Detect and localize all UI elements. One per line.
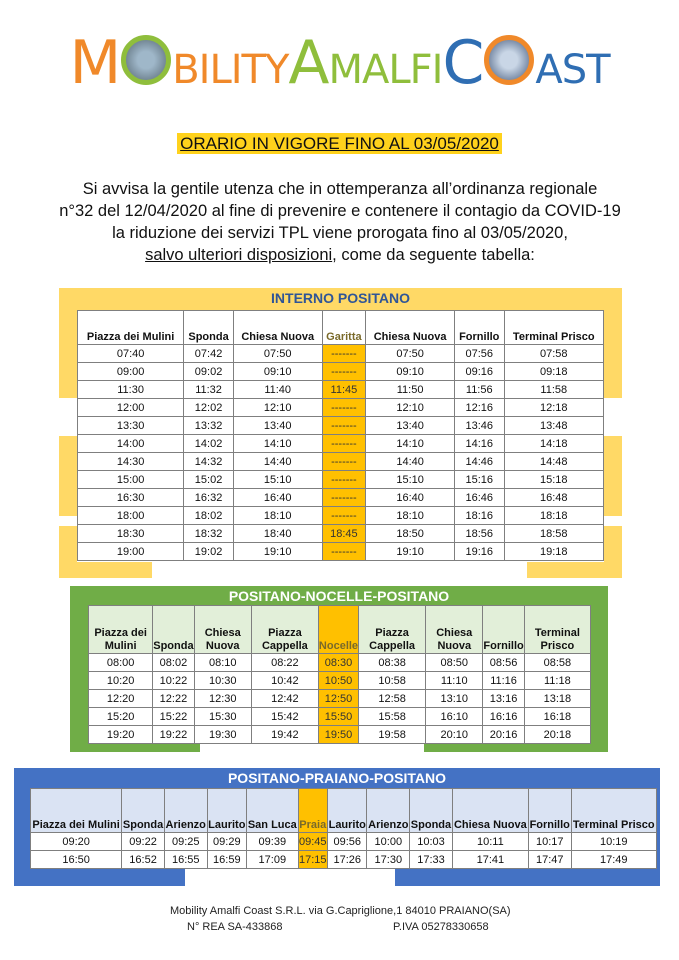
time-cell: ------- (322, 453, 366, 471)
time-cell: 17:49 (571, 851, 656, 869)
time-cell: 16:40 (233, 489, 322, 507)
time-cell: 10:42 (251, 672, 318, 690)
header-row (89, 606, 591, 654)
time-cell: 12:10 (366, 399, 455, 417)
time-cell: 11:50 (366, 381, 455, 399)
time-cell: 12:20 (89, 690, 153, 708)
table-row (89, 672, 591, 690)
company-logo (0, 28, 679, 98)
column-header: Sponda (122, 789, 165, 833)
table-row (78, 489, 604, 507)
time-cell: 10:17 (528, 833, 571, 851)
column-header: Nocelle (318, 606, 358, 654)
logo-text: AST (535, 47, 610, 93)
column-header: Fornillo (454, 311, 504, 345)
time-cell: 19:10 (366, 543, 455, 561)
footer-piva: P.IVA 05278330658 (393, 921, 489, 933)
time-cell: 14:10 (366, 435, 455, 453)
time-cell: 18:02 (184, 507, 234, 525)
time-cell: 15:30 (194, 708, 251, 726)
time-cell: 07:50 (233, 345, 322, 363)
time-cell: 16:55 (164, 851, 207, 869)
time-cell: 19:22 (153, 726, 194, 744)
time-cell: 12:50 (318, 690, 358, 708)
table-row (78, 399, 604, 417)
column-header: Sponda (410, 789, 453, 833)
footer-company: Mobility Amalfi Coast S.R.L. via G.Capriglione,1 84010 PRAIANO(SA) (170, 905, 511, 917)
time-cell: 18:10 (366, 507, 455, 525)
column-header: Fornillo (528, 789, 571, 833)
table-row (78, 525, 604, 543)
table-row (31, 833, 657, 851)
time-cell: ------- (322, 417, 366, 435)
time-cell: 15:50 (318, 708, 358, 726)
time-cell: 16:46 (454, 489, 504, 507)
table-row (89, 708, 591, 726)
time-cell: 09:20 (31, 833, 122, 851)
time-cell: 14:30 (78, 453, 184, 471)
column-header: Praia (298, 789, 327, 833)
column-header: Arienzo (367, 789, 410, 833)
time-cell: 07:42 (184, 345, 234, 363)
time-cell: 13:18 (524, 690, 590, 708)
time-cell: ------- (322, 399, 366, 417)
logo-photo-icon (121, 35, 171, 85)
time-cell: 13:40 (233, 417, 322, 435)
column-header: Piazza dei Mulini (78, 311, 184, 345)
logo-letter: M (69, 28, 121, 98)
time-cell: 19:02 (184, 543, 234, 561)
time-cell: 09:16 (454, 363, 504, 381)
time-cell: 12:18 (504, 399, 603, 417)
time-cell: 10:50 (318, 672, 358, 690)
header-row (78, 311, 604, 345)
notice-text: Si avvisa la gentile utenza che in ottemperanza all’ordinanza regionale n°32 del 12/04/2020 al fine di prevenire e contenere il contagio da COVID-19 la riduzione dei servizi TPL viene prorogata fino al 03/05/2020, salvo ulteriori disposizioni, come da seguente tabella: (59, 180, 621, 264)
time-cell: 16:59 (207, 851, 247, 869)
time-cell: 15:22 (153, 708, 194, 726)
table-row (89, 690, 591, 708)
time-cell: 09:02 (184, 363, 234, 381)
time-cell: 12:10 (233, 399, 322, 417)
time-cell: 16:50 (31, 851, 122, 869)
time-cell: 09:25 (164, 833, 207, 851)
time-cell: 10:00 (367, 833, 410, 851)
time-cell: 13:40 (366, 417, 455, 435)
time-cell: 07:40 (78, 345, 184, 363)
time-cell: 17:47 (528, 851, 571, 869)
time-cell: 10:19 (571, 833, 656, 851)
column-header: Terminal Prisco (571, 789, 656, 833)
time-cell: 18:30 (78, 525, 184, 543)
table-row (31, 851, 657, 869)
time-cell: 11:45 (322, 381, 366, 399)
table-row (78, 543, 604, 561)
logo-text: MALFI (328, 47, 443, 93)
time-cell: 17:33 (410, 851, 453, 869)
time-cell: 14:46 (454, 453, 504, 471)
column-header: Garitta (322, 311, 366, 345)
time-cell: 19:00 (78, 543, 184, 561)
time-cell: 18:45 (322, 525, 366, 543)
time-cell: 13:46 (454, 417, 504, 435)
time-cell: 13:30 (78, 417, 184, 435)
time-cell: 14:02 (184, 435, 234, 453)
time-cell: 07:56 (454, 345, 504, 363)
time-cell: 09:29 (207, 833, 247, 851)
time-cell: 17:26 (327, 851, 367, 869)
time-cell: ------- (322, 471, 366, 489)
time-cell: 08:00 (89, 654, 153, 672)
time-cell: 18:58 (504, 525, 603, 543)
time-cell: 09:00 (78, 363, 184, 381)
time-cell: 14:10 (233, 435, 322, 453)
time-cell: 14:18 (504, 435, 603, 453)
time-cell: 16:40 (366, 489, 455, 507)
time-cell: 08:22 (251, 654, 318, 672)
time-cell: 17:41 (452, 851, 528, 869)
time-cell: 15:20 (89, 708, 153, 726)
time-cell: 15:16 (454, 471, 504, 489)
time-cell: 19:20 (89, 726, 153, 744)
table-row (78, 417, 604, 435)
time-cell: 09:10 (233, 363, 322, 381)
table-row (78, 507, 604, 525)
time-cell: 10:58 (359, 672, 426, 690)
time-cell: 13:16 (483, 690, 524, 708)
time-cell: 08:56 (483, 654, 524, 672)
time-cell: 11:58 (504, 381, 603, 399)
time-cell: 09:39 (247, 833, 299, 851)
time-cell: 12:16 (454, 399, 504, 417)
time-cell: 18:40 (233, 525, 322, 543)
column-header: Chiesa Nuova (426, 606, 483, 654)
column-header: Piazza dei Mulini (89, 606, 153, 654)
time-cell: ------- (322, 489, 366, 507)
time-cell: 14:48 (504, 453, 603, 471)
time-cell: 16:18 (524, 708, 590, 726)
timetable-positano-praiano (30, 788, 657, 869)
time-cell: 18:18 (504, 507, 603, 525)
time-cell: 19:58 (359, 726, 426, 744)
time-cell: 16:10 (426, 708, 483, 726)
column-header: Laurito (207, 789, 247, 833)
time-cell: 20:10 (426, 726, 483, 744)
time-cell: 19:16 (454, 543, 504, 561)
time-cell: ------- (322, 543, 366, 561)
column-header: Arienzo (164, 789, 207, 833)
column-header: Sponda (184, 311, 234, 345)
table-title-interno: INTERNO POSITANO (271, 290, 410, 306)
table-row (78, 363, 604, 381)
time-cell: 10:20 (89, 672, 153, 690)
time-cell: 18:00 (78, 507, 184, 525)
time-cell: 10:30 (194, 672, 251, 690)
time-cell: 11:10 (426, 672, 483, 690)
time-cell: 10:22 (153, 672, 194, 690)
table-title-praiano: POSITANO-PRAIANO-POSITANO (227, 770, 447, 786)
time-cell: 15:18 (504, 471, 603, 489)
time-cell: 12:00 (78, 399, 184, 417)
time-cell: 17:09 (247, 851, 299, 869)
time-cell: 14:32 (184, 453, 234, 471)
time-cell: 09:10 (366, 363, 455, 381)
column-header: Piazza dei Mulini (31, 789, 122, 833)
column-header: Chiesa Nuova (366, 311, 455, 345)
time-cell: 11:40 (233, 381, 322, 399)
column-header: Terminal Prisco (504, 311, 603, 345)
table-row (89, 726, 591, 744)
time-cell: 20:18 (524, 726, 590, 744)
time-cell: 19:42 (251, 726, 318, 744)
time-cell: 16:16 (483, 708, 524, 726)
table-row (78, 471, 604, 489)
column-header: Piazza Cappella (359, 606, 426, 654)
time-cell: 11:18 (524, 672, 590, 690)
time-cell: 17:30 (367, 851, 410, 869)
time-cell: ------- (322, 363, 366, 381)
time-cell: 09:22 (122, 833, 165, 851)
logo-text: BILITY (172, 47, 289, 93)
logo-letter: C (442, 28, 484, 98)
time-cell: 11:32 (184, 381, 234, 399)
time-cell: ------- (322, 435, 366, 453)
time-cell: 18:56 (454, 525, 504, 543)
time-cell: 08:10 (194, 654, 251, 672)
column-header: Chiesa Nuova (452, 789, 528, 833)
column-header: Chiesa Nuova (194, 606, 251, 654)
time-cell: 16:52 (122, 851, 165, 869)
time-cell: 12:42 (251, 690, 318, 708)
time-cell: 11:56 (454, 381, 504, 399)
time-cell: 11:16 (483, 672, 524, 690)
time-cell: 16:48 (504, 489, 603, 507)
time-cell: 15:00 (78, 471, 184, 489)
time-cell: 15:10 (366, 471, 455, 489)
time-cell: 16:32 (184, 489, 234, 507)
time-cell: ------- (322, 345, 366, 363)
logo-photo-icon (484, 35, 534, 85)
time-cell: 15:02 (184, 471, 234, 489)
time-cell: 19:18 (504, 543, 603, 561)
time-cell: 18:32 (184, 525, 234, 543)
time-cell: 11:30 (78, 381, 184, 399)
table-row (78, 345, 604, 363)
time-cell: 08:50 (426, 654, 483, 672)
column-header: Terminal Prisco (524, 606, 590, 654)
time-cell: 07:50 (366, 345, 455, 363)
time-cell: 18:10 (233, 507, 322, 525)
time-cell: 10:11 (452, 833, 528, 851)
time-cell: 19:30 (194, 726, 251, 744)
time-cell: 18:50 (366, 525, 455, 543)
time-cell: 12:22 (153, 690, 194, 708)
time-cell: 09:18 (504, 363, 603, 381)
time-cell: 14:16 (454, 435, 504, 453)
time-cell: 12:58 (359, 690, 426, 708)
column-header: Sponda (153, 606, 194, 654)
time-cell: 14:40 (366, 453, 455, 471)
time-cell: 08:02 (153, 654, 194, 672)
logo-letter: A (288, 28, 329, 98)
time-cell: 13:10 (426, 690, 483, 708)
table-row (89, 654, 591, 672)
timetable-interno-positano (77, 310, 604, 561)
column-header: Chiesa Nuova (233, 311, 322, 345)
time-cell: 14:40 (233, 453, 322, 471)
column-header: Laurito (327, 789, 367, 833)
time-cell: 15:58 (359, 708, 426, 726)
time-cell: 12:30 (194, 690, 251, 708)
time-cell: 07:58 (504, 345, 603, 363)
table-row (78, 381, 604, 399)
footer-rea: N° REA SA-433868 (187, 921, 283, 933)
table-row (78, 435, 604, 453)
time-cell: 18:16 (454, 507, 504, 525)
time-cell: 13:48 (504, 417, 603, 435)
column-header: Fornillo (483, 606, 524, 654)
table-row (78, 453, 604, 471)
time-cell: 15:42 (251, 708, 318, 726)
time-cell: 19:50 (318, 726, 358, 744)
time-cell: 13:32 (184, 417, 234, 435)
time-cell: 08:38 (359, 654, 426, 672)
time-cell: 19:10 (233, 543, 322, 561)
time-cell: 08:58 (524, 654, 590, 672)
table-title-nocelle: POSITANO-NOCELLE-POSITANO (228, 588, 450, 604)
time-cell: 16:30 (78, 489, 184, 507)
time-cell: 12:02 (184, 399, 234, 417)
time-cell: 09:56 (327, 833, 367, 851)
notice-title: ORARIO IN VIGORE FINO AL 03/05/2020 (0, 134, 679, 154)
column-header: San Luca (247, 789, 299, 833)
time-cell: 08:30 (318, 654, 358, 672)
time-cell: 10:03 (410, 833, 453, 851)
header-row (31, 789, 657, 833)
time-cell: 09:45 (298, 833, 327, 851)
column-header: Piazza Cappella (251, 606, 318, 654)
time-cell: 14:00 (78, 435, 184, 453)
time-cell: 17:15 (298, 851, 327, 869)
timetable-positano-nocelle (88, 605, 591, 744)
time-cell: ------- (322, 507, 366, 525)
time-cell: 20:16 (483, 726, 524, 744)
time-cell: 15:10 (233, 471, 322, 489)
